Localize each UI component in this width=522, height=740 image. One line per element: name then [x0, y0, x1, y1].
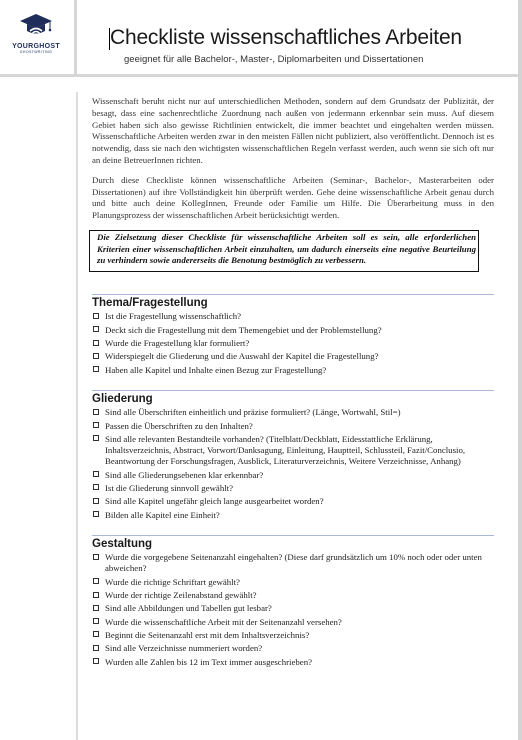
- checklist-item: [92, 434, 494, 468]
- checklist: [92, 311, 494, 375]
- intro-paragraph: Durch diese Checkliste können wissenschaftliche Arbeiten (Seminar-, Bachelor-, Masterarbeiten oder Dissertationen) auf ihre Vollständigkeit hin überprüft werden. Gehe deine wissenschaftliche Arbeit genau durch und bitte auch deine KollegInnen, Freunde oder Familie um Hilfe. Die Überarbeitung muss in den Planungsprozess der wissenschaftlichen Arbeit berücksichtigt werden.: [92, 174, 494, 221]
- checkbox[interactable]: [93, 409, 99, 415]
- checkbox[interactable]: [93, 631, 99, 637]
- checkbox[interactable]: [93, 366, 99, 372]
- checkbox[interactable]: [93, 605, 99, 611]
- checklist-item-text: Sind alle Überschriften einheitlich und präzise formuliert? (Länge, Wortwahl, Stil=): [105, 407, 401, 418]
- section-heading: Gestaltung: [92, 538, 153, 551]
- checkbox[interactable]: [93, 618, 99, 624]
- intro-paragraph: Wissenschaft beruht nicht nur auf unterschiedlichen Methoden, sondern auf dem Grundsatz der Publizität, der besagt, dass eine sachenrechtliche Zuordnung nach außen von jedermann erkennbar sein muss. Auf diesem Gebiet haben sich also gewisse Richtlinien entwickelt, die immer beachtet und eingehalten werden müssen. Wissenschaftliche Arbeiten werden zwar in den meisten Fällen nicht publiziert, also veröffentlicht. Dennoch ist es notwendig, dass sie nach den wichtigsten wissenschaftlichen Regeln verfasst werden, auch wenn sie sich oft nur an deine BetreuerInnen richten.: [92, 96, 494, 165]
- document-title[interactable]: Checkliste wissenschaftliches Arbeiten: [110, 26, 462, 49]
- checklist-sections: [92, 294, 494, 668]
- checklist-item-text: Sind alle Abbildungen und Tabellen gut lesbar?: [105, 603, 272, 614]
- brand-logo: [8, 12, 64, 54]
- checklist-item: [92, 510, 494, 521]
- checkbox[interactable]: [93, 484, 99, 490]
- brand-tagline: GHOSTWRITING: [19, 50, 53, 54]
- checkbox[interactable]: [93, 658, 99, 664]
- checkbox[interactable]: [93, 340, 99, 346]
- checklist-section: [92, 390, 494, 521]
- checklist-item: [92, 351, 494, 362]
- checklist-item-text: Wurde die richtige Schriftart gewählt?: [105, 576, 240, 587]
- checklist-item: [92, 483, 494, 494]
- checkbox[interactable]: [93, 313, 99, 319]
- checklist-item-text: Wurde die vorgegebene Seitenanzahl eingehalten? (Diese darf grundsätzlich um 10% noch oder oder unten abweichen?: [105, 552, 482, 574]
- page-margin-line: [76, 92, 78, 740]
- document-subtitle: geeignet für alle Bachelor-, Master-, Diplomarbeiten und Dissertationen: [124, 54, 424, 65]
- checkbox[interactable]: [93, 645, 99, 651]
- checkbox[interactable]: [93, 554, 99, 560]
- checklist-item-text: Ist die Fragestellung wissenschaftlich?: [105, 311, 242, 322]
- checklist-item-text: Sind alle Kapitel ungefähr gleich lange ausgearbeitet worden?: [105, 496, 324, 507]
- checklist-item: [92, 590, 494, 601]
- brand-name: YOURGHOST: [12, 43, 60, 50]
- checklist: [92, 552, 494, 667]
- checklist-item: [92, 552, 494, 574]
- checklist-item: [92, 630, 494, 641]
- checklist: [92, 407, 494, 520]
- checklist-item-text: Sind alle Verzeichnisse nummeriert worden?: [105, 643, 263, 654]
- checklist-item-text: Passen die Überschriften zu den Inhalten?: [105, 420, 253, 431]
- checklist-item: [92, 338, 494, 349]
- checkbox[interactable]: [93, 326, 99, 332]
- checklist-item-text: Haben alle Kapitel und Inhalte einen Bezug zur Fragestellung?: [105, 364, 327, 375]
- checklist-item: [92, 421, 494, 432]
- checkbox[interactable]: [93, 498, 99, 504]
- document-body: [92, 96, 494, 670]
- checklist-item-text: Wurde die wissenschaftliche Arbeit mit der Seitenanzahl versehen?: [105, 616, 342, 627]
- checklist-item: [92, 643, 494, 654]
- goal-highlight-text: Die Zielsetzung dieser Checkliste für wissenschaftliche Arbeiten soll es sein, alle erforderlichen Kriterien einer wissenschaftlichen Arbeit einzuhalten, um dadurch einerseits eine negative Beurteilung zu verhindern sowie andererseits die Benotung bestmöglich zu verbessern.: [97, 231, 476, 266]
- checklist-item-text: Wurde der richtige Zeilenabstand gewählt?: [105, 590, 257, 601]
- checklist-item: [92, 365, 494, 376]
- checklist-item-text: Ist die Gliederung sinnvoll gewählt?: [105, 482, 234, 493]
- checklist-item-text: Wurden alle Zahlen bis 12 im Text immer ausgeschrieben?: [105, 656, 312, 667]
- header-divider-horizontal: [0, 74, 522, 77]
- checklist-item: [92, 657, 494, 668]
- checklist-item-text: Widerspiegelt die Gliederung und die Auswahl der Kapitel die Fragestellung?: [105, 351, 379, 362]
- header-divider-vertical: [74, 0, 77, 76]
- section-rule: [92, 390, 494, 392]
- checkbox[interactable]: [93, 422, 99, 428]
- checklist-item-text: Deckt sich die Fragestellung mit dem Themengebiet und der Problemstellung?: [105, 324, 382, 335]
- checklist-section: [92, 535, 494, 668]
- goal-highlight-box: [89, 230, 479, 272]
- checklist-item-text: Wurde die Fragestellung klar formuliert?: [105, 338, 250, 349]
- page-edge-right: [518, 0, 522, 740]
- checkbox[interactable]: [93, 511, 99, 517]
- section-rule: [92, 535, 494, 537]
- checkbox[interactable]: [93, 592, 99, 598]
- graduation-cap-wifi-icon: [18, 12, 54, 42]
- checklist-item: [92, 496, 494, 507]
- checklist-item-text: Bilden alle Kapitel eine Einheit?: [105, 509, 220, 520]
- checklist-item: [92, 470, 494, 481]
- section-rule: [92, 294, 494, 296]
- checklist-item: [92, 577, 494, 588]
- checkbox[interactable]: [93, 353, 99, 359]
- checklist-item: [92, 603, 494, 614]
- checkbox[interactable]: [93, 471, 99, 477]
- checklist-item: [92, 407, 494, 418]
- checkbox[interactable]: [93, 578, 99, 584]
- checklist-section: [92, 294, 494, 376]
- section-heading: Gliederung: [92, 393, 153, 406]
- checklist-item: [92, 617, 494, 628]
- section-heading: Thema/Fragestellung: [92, 297, 208, 310]
- checklist-item: [92, 311, 494, 322]
- checklist-item: [92, 325, 494, 336]
- checklist-item-text: Sind alle relevanten Bestandteile vorhanden? (Titelblatt/Deckblatt, Eidesstattliche Erklärung, Inhaltsverzeichnis, Abstract, Vorwort/Danksagung, Einleitung, Hauptteil, Schlussteil, Fazit/Conclusio, Beantwortung der Forschungsfragen, Ausblick, Literaturverzeichnis, Weitere Verzeichnisse, Anhang): [105, 433, 466, 467]
- checklist-item-text: Sind alle Gliederungsebenen klar erkennbar?: [105, 469, 264, 480]
- checkbox[interactable]: [93, 435, 99, 441]
- checklist-item-text: Beginnt die Seitenanzahl erst mit dem Inhaltsverzeichnis?: [105, 629, 310, 640]
